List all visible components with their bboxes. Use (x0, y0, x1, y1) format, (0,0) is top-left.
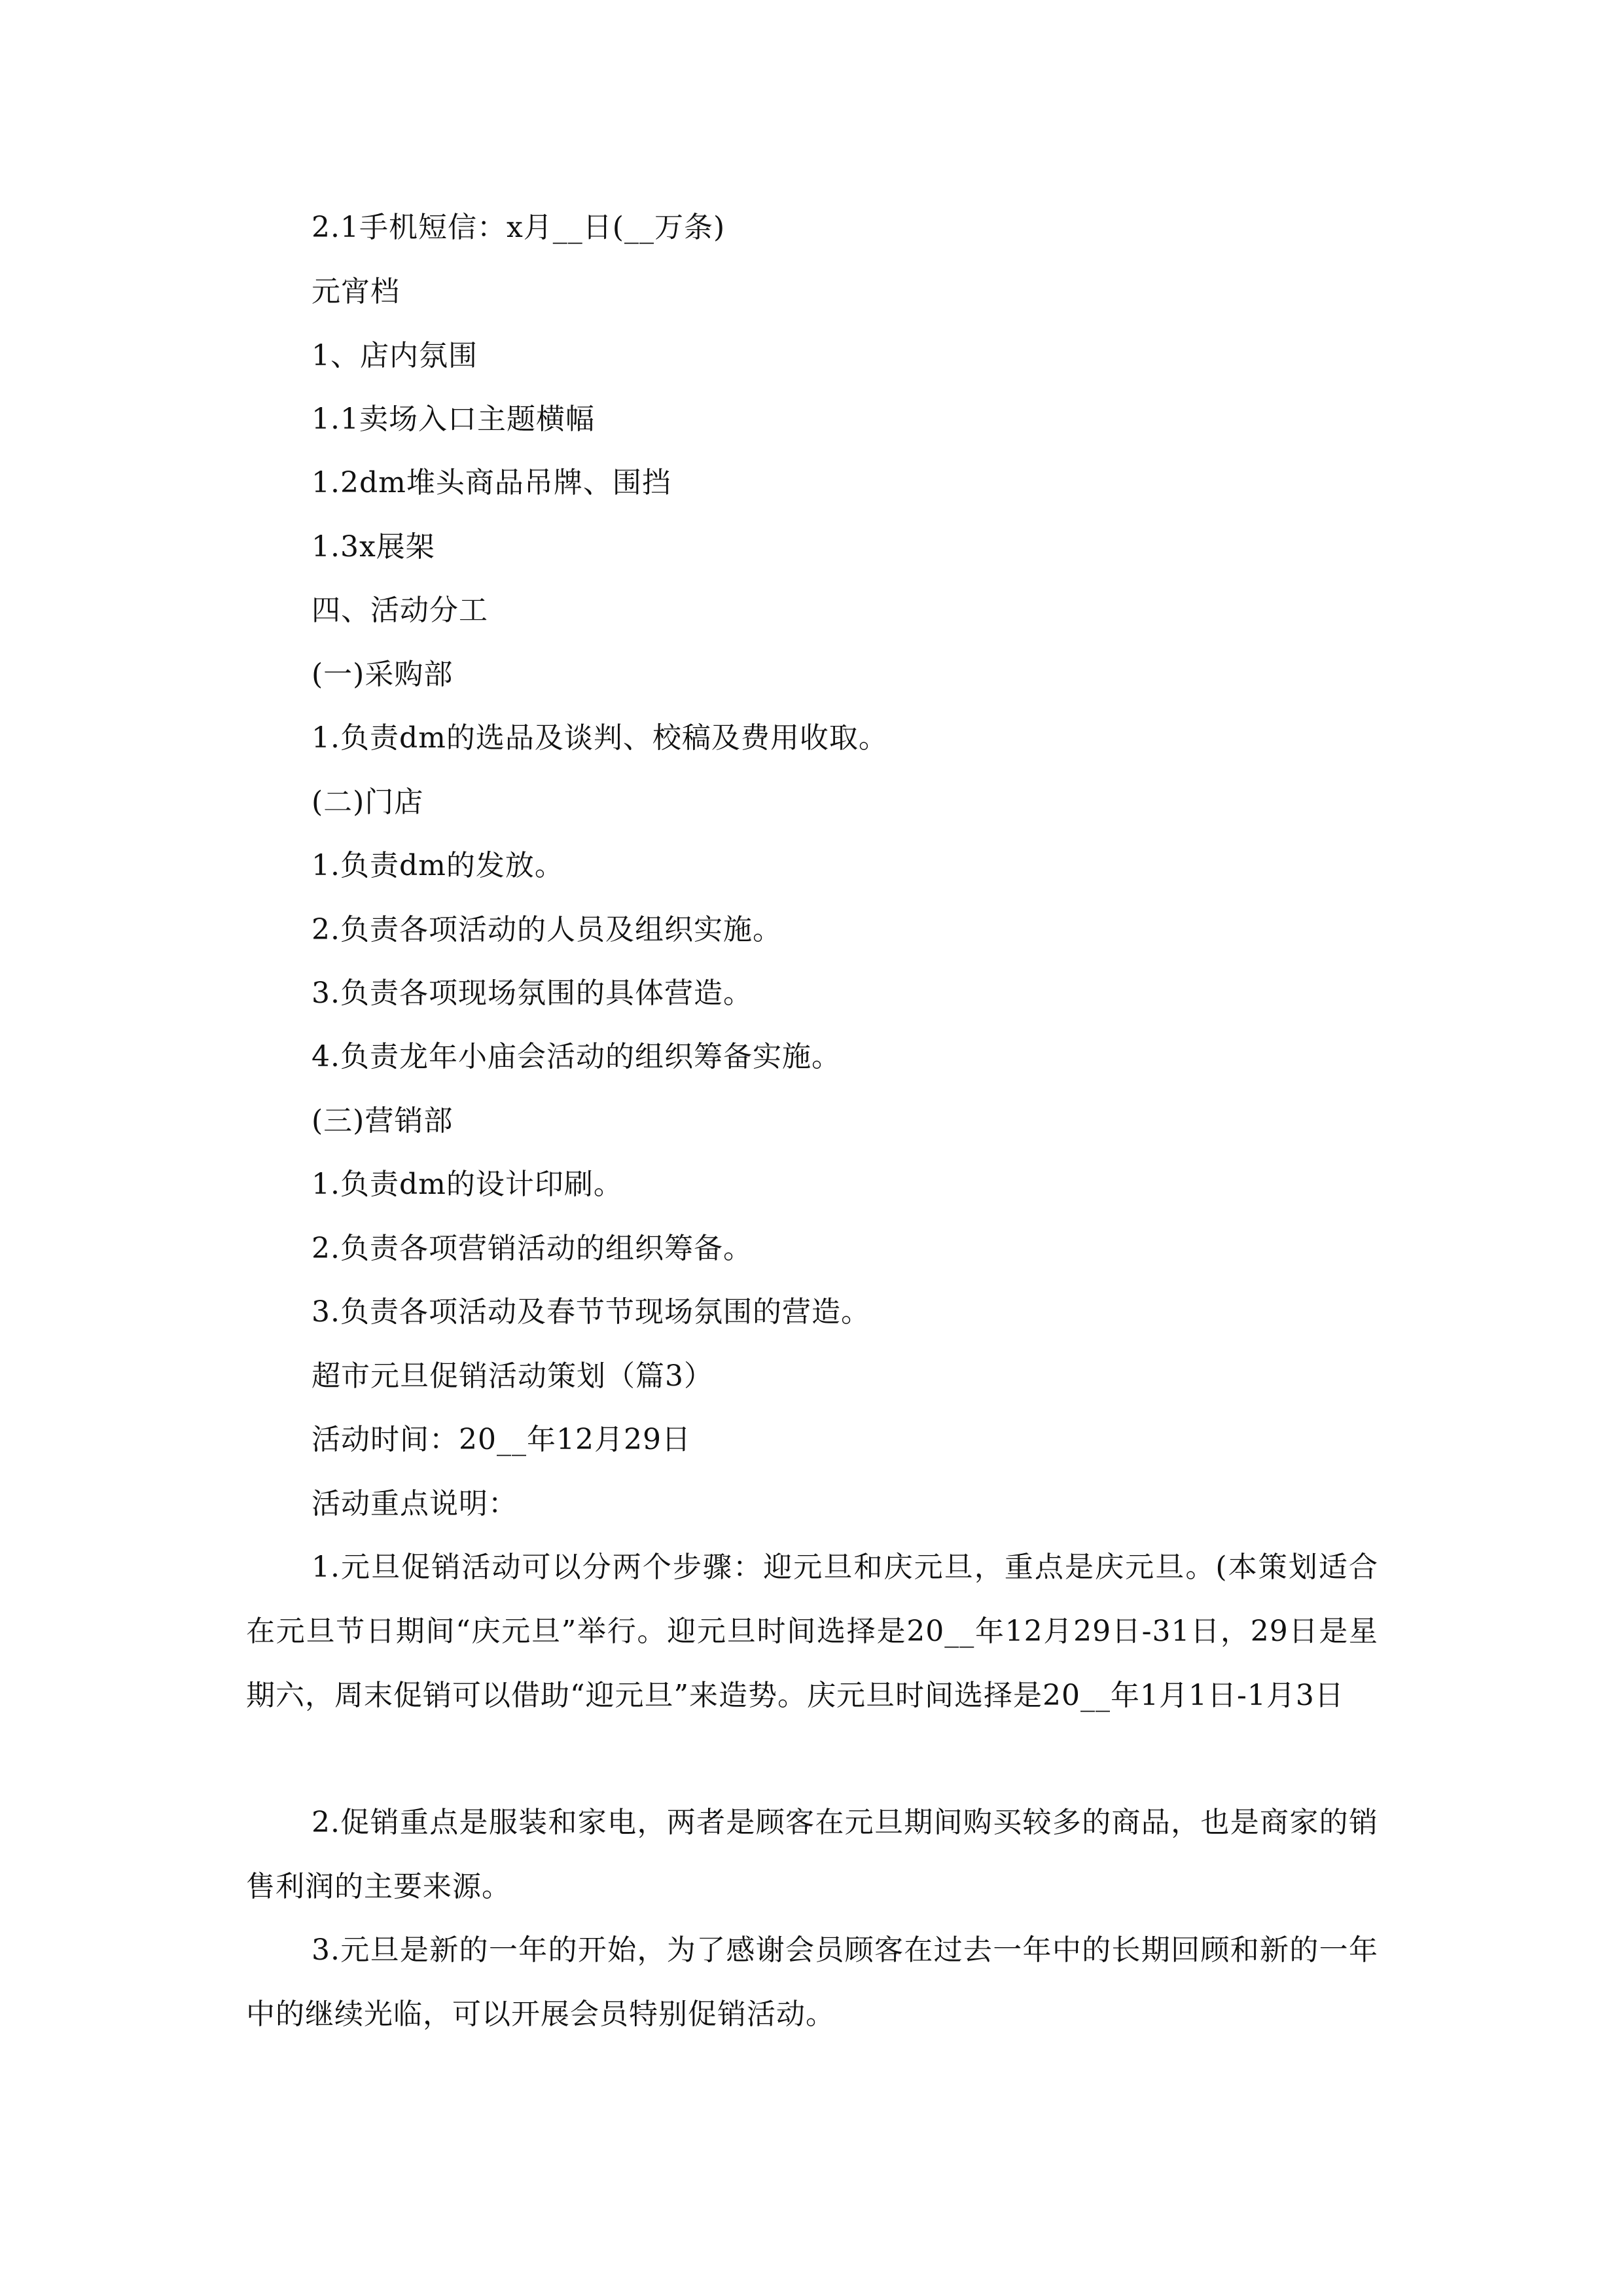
text-line: 1、店内氛围 (312, 339, 478, 372)
text-line: 3.负责各项活动及春节节现场氛围的营造。 (312, 1295, 870, 1329)
text-line: 4.负责龙年小庙会活动的组织筹备实施。 (312, 1040, 841, 1073)
text-line: 1.负责dm的发放。 (312, 849, 564, 882)
text-line: 元宵档 (312, 275, 400, 308)
subsection-heading: (二)门店 (312, 785, 424, 819)
text-line: 3.负责各项现场氛围的具体营造。 (312, 977, 753, 1010)
section-heading: 四、活动分工 (312, 594, 488, 627)
subsection-heading: (一)采购部 (312, 658, 454, 691)
text-line: 1.3x展架 (312, 530, 435, 564)
text-line: 2.负责各项活动的人员及组织实施。 (312, 913, 782, 946)
body-paragraph: 2.促销重点是服装和家电，两者是顾客在元旦期间购买较多的商品，也是商家的销售利润的主要来源。 (246, 1806, 1378, 1903)
text-line: 活动重点说明： (312, 1487, 518, 1520)
subsection-heading: (三)营销部 (312, 1104, 454, 1138)
text-line: 2.负责各项营销活动的组织筹备。 (312, 1232, 753, 1265)
body-paragraph: 3.元旦是新的一年的开始，为了感谢会员顾客在过去一年中的长期回顾和新的一年中的继续光临，可以开展会员特别促销活动。 (246, 1933, 1378, 2031)
chapter-title: 超市元旦促销活动策划（篇3） (312, 1359, 713, 1393)
text-line: 2.1手机短信：x月__日(__万条) (312, 211, 726, 244)
text-line: 活动时间：20__年12月29日 (312, 1423, 691, 1456)
text-line: 1.负责dm的设计印刷。 (312, 1168, 623, 1201)
text-line: 1.负责dm的选品及谈判、校稿及费用收取。 (312, 721, 888, 755)
body-paragraph: 1.元旦促销活动可以分两个步骤：迎元旦和庆元旦，重点是庆元旦。(本策划适合在元旦节日期间“庆元旦”举行。迎元旦时间选择是20__年12月29日-31日，29日是星期六，周末促销可以借助“迎元旦”来造势。庆元旦时间选择是20__年1月1日-1月3日 (246, 1551, 1378, 1712)
text-line: 1.2dm堆头商品吊牌、围挡 (312, 466, 671, 499)
text-line: 1.1卖场入口主题横幅 (312, 403, 595, 436)
